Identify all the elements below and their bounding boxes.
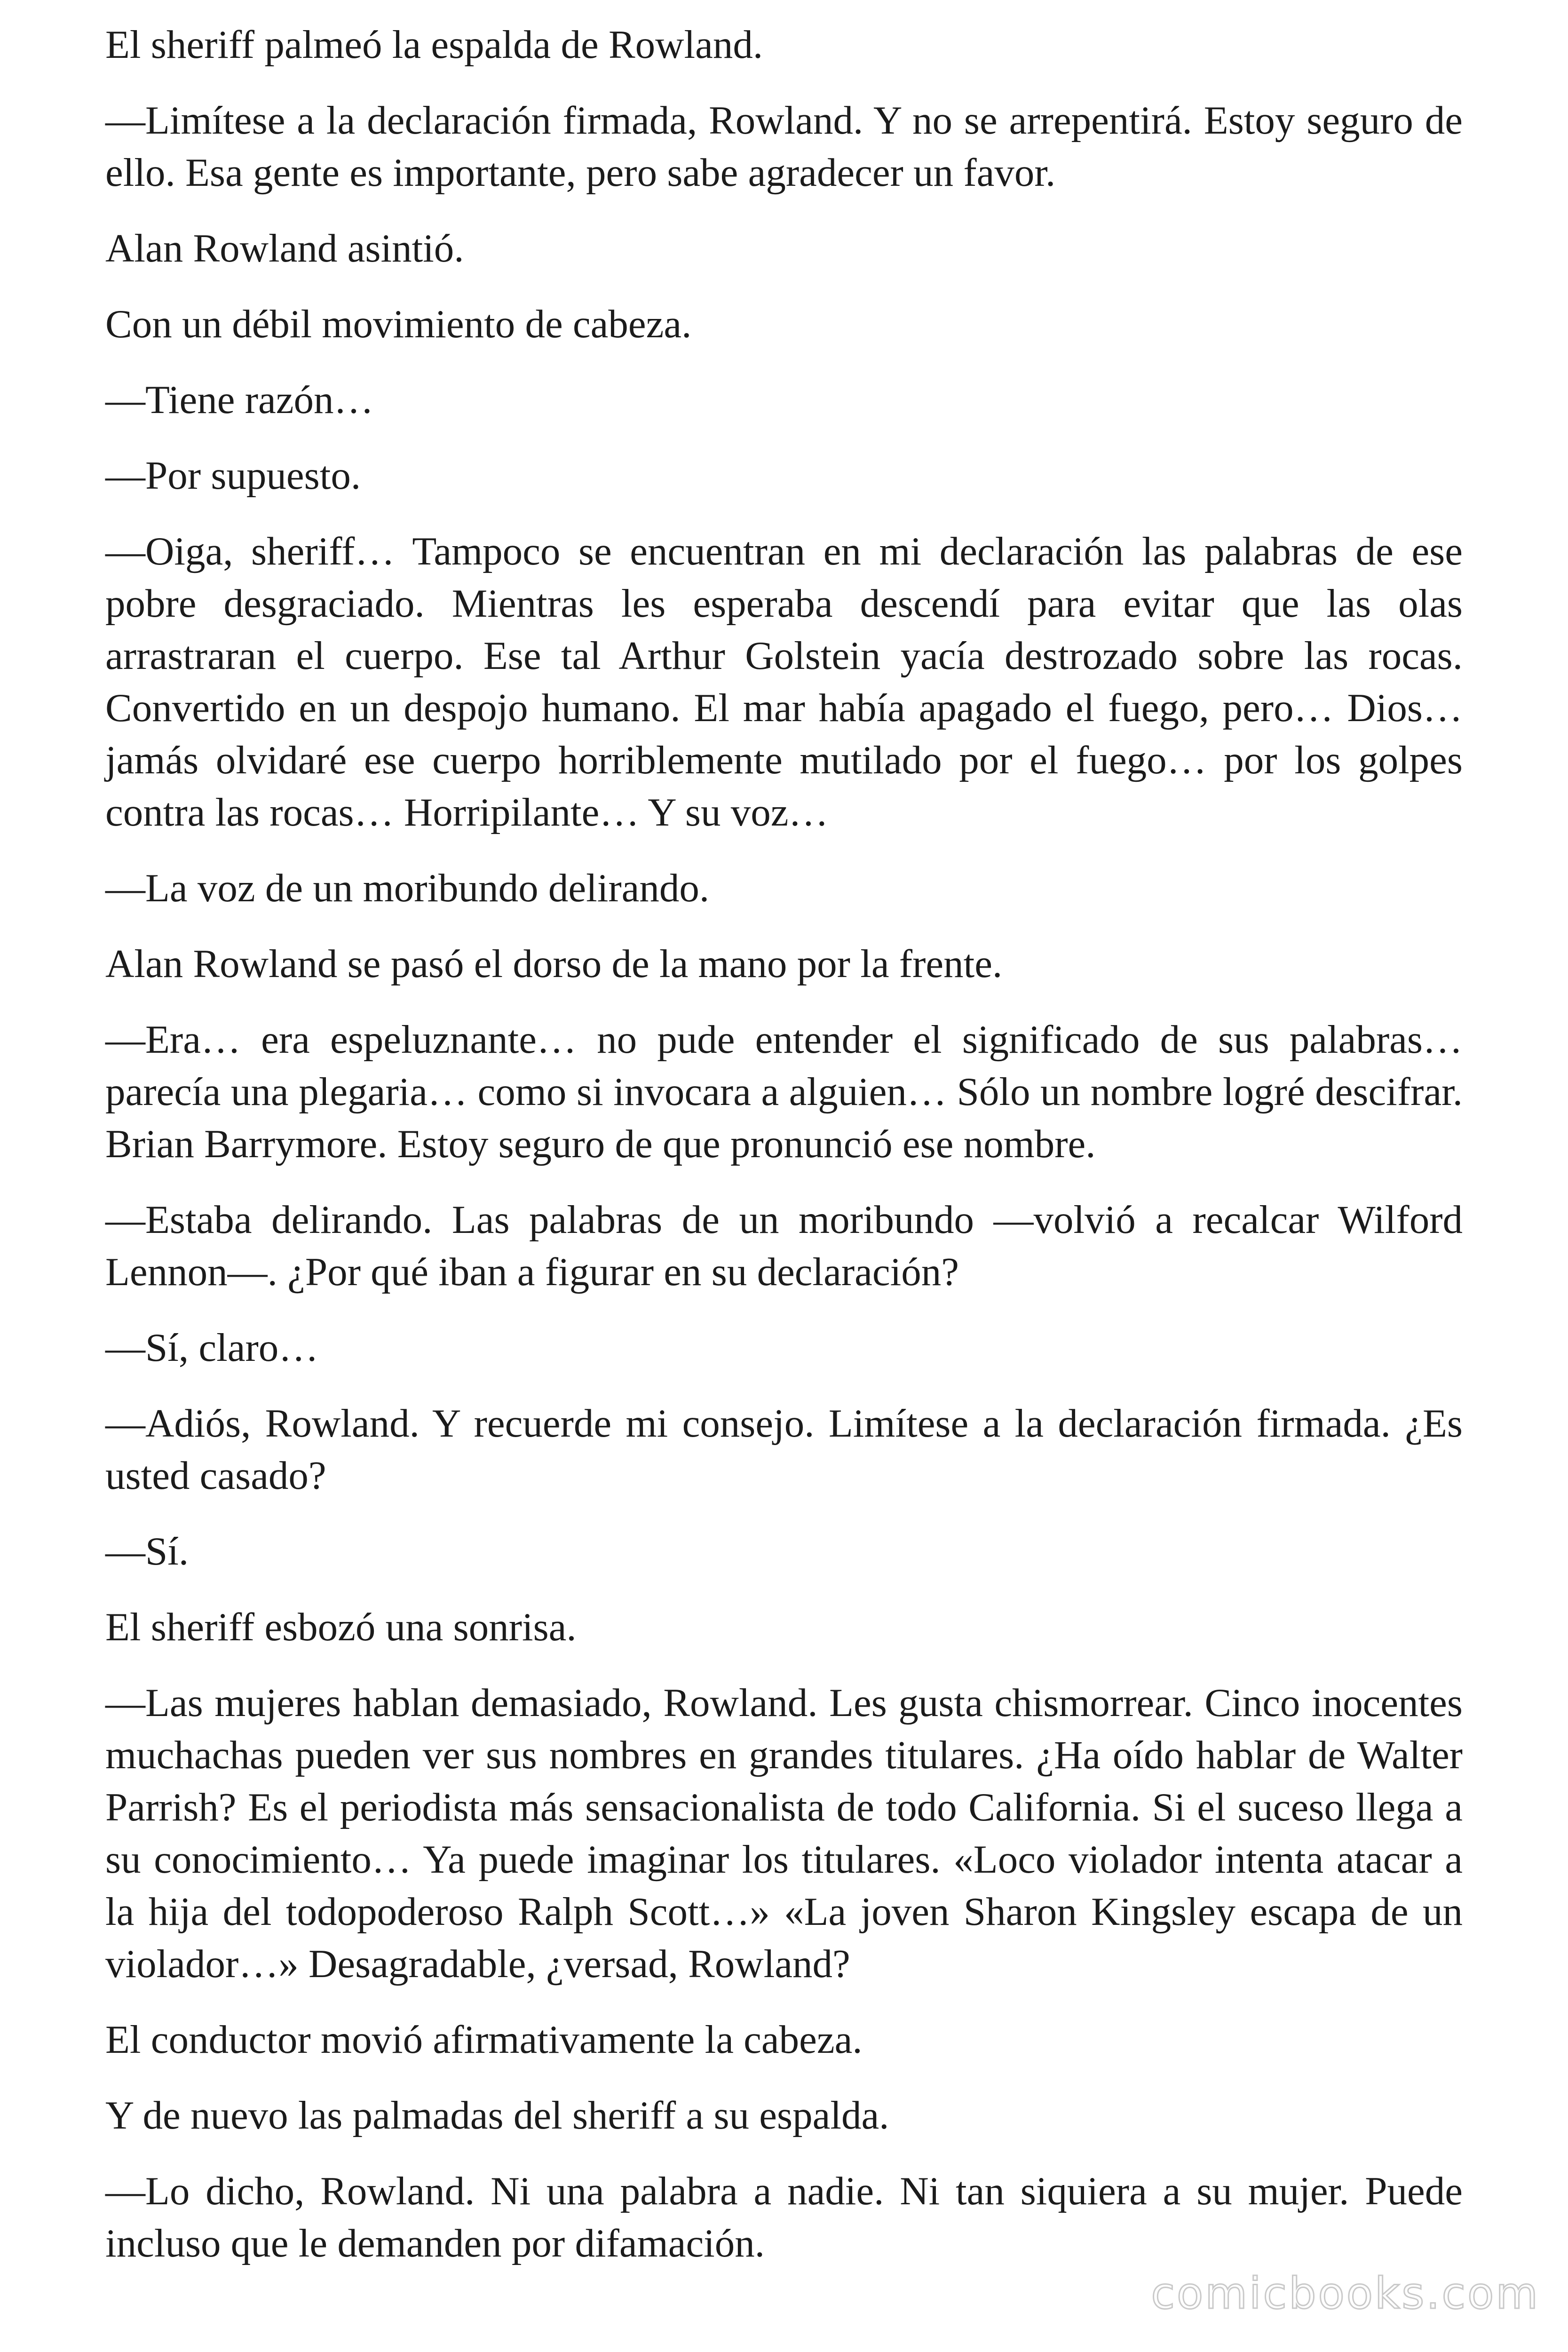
paragraph: —Era… era espeluznante… no pude entender el significado de sus palabras… parecía una plegaria… como si invocara a alguien… Sólo un nombre logré descifrar. Brian Barrymore. Estoy seguro de que pronunció ese nombre. — [105, 1017, 1463, 1166]
paragraph: —Sí. — [105, 1529, 189, 1573]
paragraph: Alan Rowland se pasó el dorso de la mano por la frente. — [105, 942, 1003, 986]
page-body — [105, 19, 1463, 2270]
paragraph: —Limítese a la declaración firmada, Rowland. Y no se arrepentirá. Estoy seguro de ello. Esa gente es importante, pero sabe agradecer un favor. — [105, 98, 1463, 195]
paragraph: El sheriff palmeó la espalda de Rowland. — [105, 23, 763, 67]
paragraph: —Estaba delirando. Las palabras de un moribundo —volvió a recalcar Wilford Lennon—. ¿Por qué iban a figurar en su declaración? — [105, 1198, 1463, 1294]
paragraph: El sheriff esbozó una sonrisa. — [105, 1605, 577, 1649]
paragraph: Y de nuevo las palmadas del sheriff a su espalda. — [105, 2093, 889, 2137]
paragraph: El conductor movió afirmativamente la cabeza. — [105, 2018, 863, 2062]
paragraph: —Sí, claro… — [105, 1326, 319, 1370]
paragraph: —Adiós, Rowland. Y recuerde mi consejo. Limítese a la declaración firmada. ¿Es usted casado? — [105, 1401, 1463, 1498]
paragraph: —La voz de un moribundo delirando. — [105, 866, 710, 910]
paragraph: Con un débil movimiento de cabeza. — [105, 302, 692, 346]
watermark: comicbooks.com — [1151, 2268, 1540, 2319]
paragraph: —Las mujeres hablan demasiado, Rowland. Les gusta chismorrear. Cinco inocentes muchachas pueden ver sus nombres en grandes titulares. ¿Ha oído hablar de Walter Parrish? Es el periodista más sensacionalista de todo California. Si el suceso llega a su conocimiento… Ya puede imaginar los titulares. «Loco violador intenta atacar a la hija del todopoderoso Ralph Scott…» «La joven Sharon Kingsley escapa de un violador…» Desagradable, ¿versad, Rowland? — [105, 1681, 1463, 1986]
paragraph: —Lo dicho, Rowland. Ni una palabra a nadie. Ni tan siquiera a su mujer. Puede incluso que le demanden por difamación. — [105, 2169, 1463, 2265]
paragraph: —Por supuesto. — [105, 453, 361, 498]
paragraph: —Oiga, sheriff… Tampoco se encuentran en mi declaración las palabras de ese pobre desgraciado. Mientras les esperaba descendí para evitar que las olas arrastraran el cuerpo. Ese tal Arthur Golstein yacía destrozado sobre las rocas. Convertido en un despojo humano. El mar había apagado el fuego, pero… Dios… jamás olvidaré ese cuerpo horriblemente mutilado por el fuego… por los golpes contra las rocas… Horripilante… Y su voz… — [105, 529, 1463, 834]
paragraph: —Tiene razón… — [105, 378, 374, 422]
paragraph: Alan Rowland asintió. — [105, 226, 464, 270]
